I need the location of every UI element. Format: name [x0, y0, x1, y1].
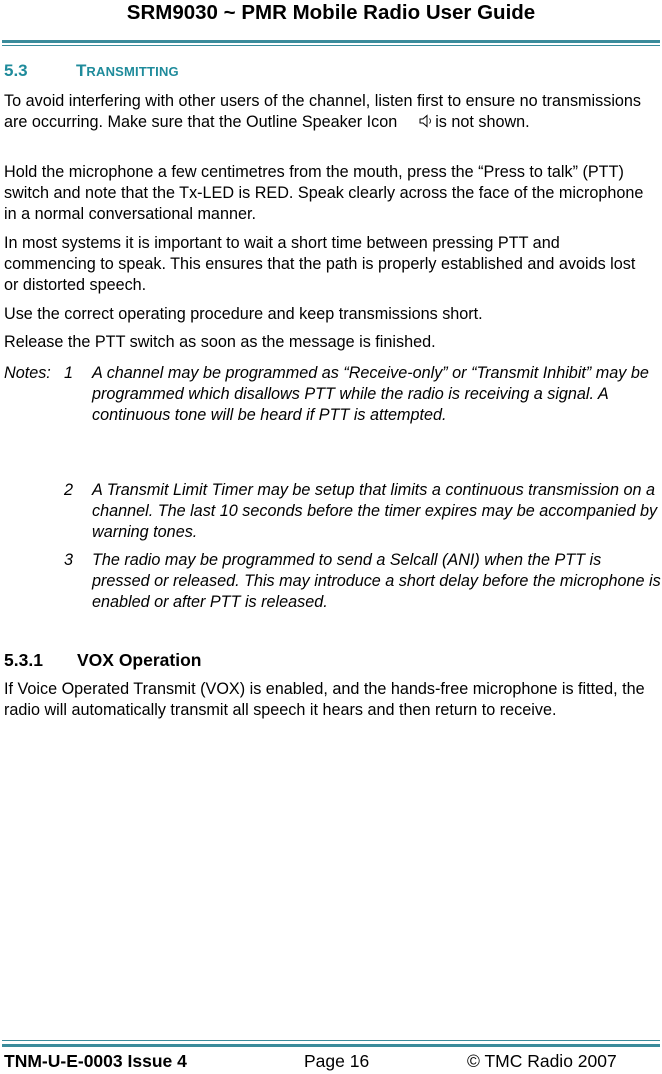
paragraph-release-ptt: Release the PTT switch as soon as the message is finished. — [4, 333, 436, 351]
paragraph-vox-operation: If Voice Operated Transmit (VOX) is enabled, and the hands-free microphone is fitted, the radio will automatically transmit all speech it hears and then return to receive. — [4, 680, 645, 719]
section-number: 5.3 — [4, 61, 28, 80]
outline-speaker-icon — [419, 114, 433, 128]
paragraph-wait-before-speaking: In most systems it is important to wait a short time between pressing PTT and commencing to speak. This ensures that the path is properly established and avoids lost or distorted speech. — [4, 234, 636, 294]
header-rule-thick — [2, 40, 660, 43]
section-title-rest: RANSMITTING — [86, 64, 179, 79]
note-number: 3 — [64, 551, 74, 569]
page-header-title: SRM9030 ~ PMR Mobile Radio User Guide — [126, 1, 536, 24]
footer-rule-thick — [2, 1044, 660, 1047]
footer-page-number: Page 16 — [304, 1051, 370, 1071]
footer-copyright: © TMC Radio 2007 — [467, 1051, 617, 1071]
paragraph-listen-first — [4, 91, 654, 133]
section-title-initial: T — [76, 61, 87, 80]
note-text: The radio may be programmed to send a Selcall (ANI) when the PTT is pressed or released. This may introduce a short delay before the microphone is enabled or after PTT is released. — [92, 551, 661, 611]
header-rule-thin — [2, 45, 660, 46]
subsection-heading — [4, 649, 201, 671]
note-number: 1 — [64, 364, 74, 382]
paragraph-operating-procedure: Use the correct operating procedure and keep transmissions short. — [4, 305, 483, 323]
note-text: A channel may be programmed as “Receive-only” or “Transmit Inhibit” may be programmed which disallows PTT while the radio is receiving a signal. A continuous tone will be heard if PTT is attempted. — [92, 364, 649, 424]
page-footer — [0, 1050, 662, 1074]
paragraph-listen-first-end: is not shown. — [435, 113, 530, 131]
footer-rule-thin — [2, 1040, 660, 1041]
note-number: 2 — [64, 481, 74, 499]
footer-doc-id: TNM-U-E-0003 Issue 4 — [4, 1051, 187, 1071]
note-text: A Transmit Limit Timer may be setup that limits a continuous transmission on a channel. The last 10 seconds before the timer expires may be accompanied by warning tones. — [92, 481, 658, 541]
subsection-number: 5.3.1 — [4, 650, 43, 670]
section-heading — [4, 60, 179, 83]
paragraph-hold-microphone: Hold the microphone a few centimetres from the mouth, press the “Press to talk” (PTT) switch and note that the Tx-LED is RED. Speak clearly across the face of the microphone in a normal conversational manner. — [4, 163, 644, 223]
paragraph-listen-first-text: To avoid interfering with other users of the channel, listen first to ensure no transmissions are occurring. Make sure that the Outline Speaker Icon — [4, 92, 642, 131]
subsection-title: VOX Operation — [77, 650, 202, 670]
notes-label: Notes: — [4, 364, 51, 382]
